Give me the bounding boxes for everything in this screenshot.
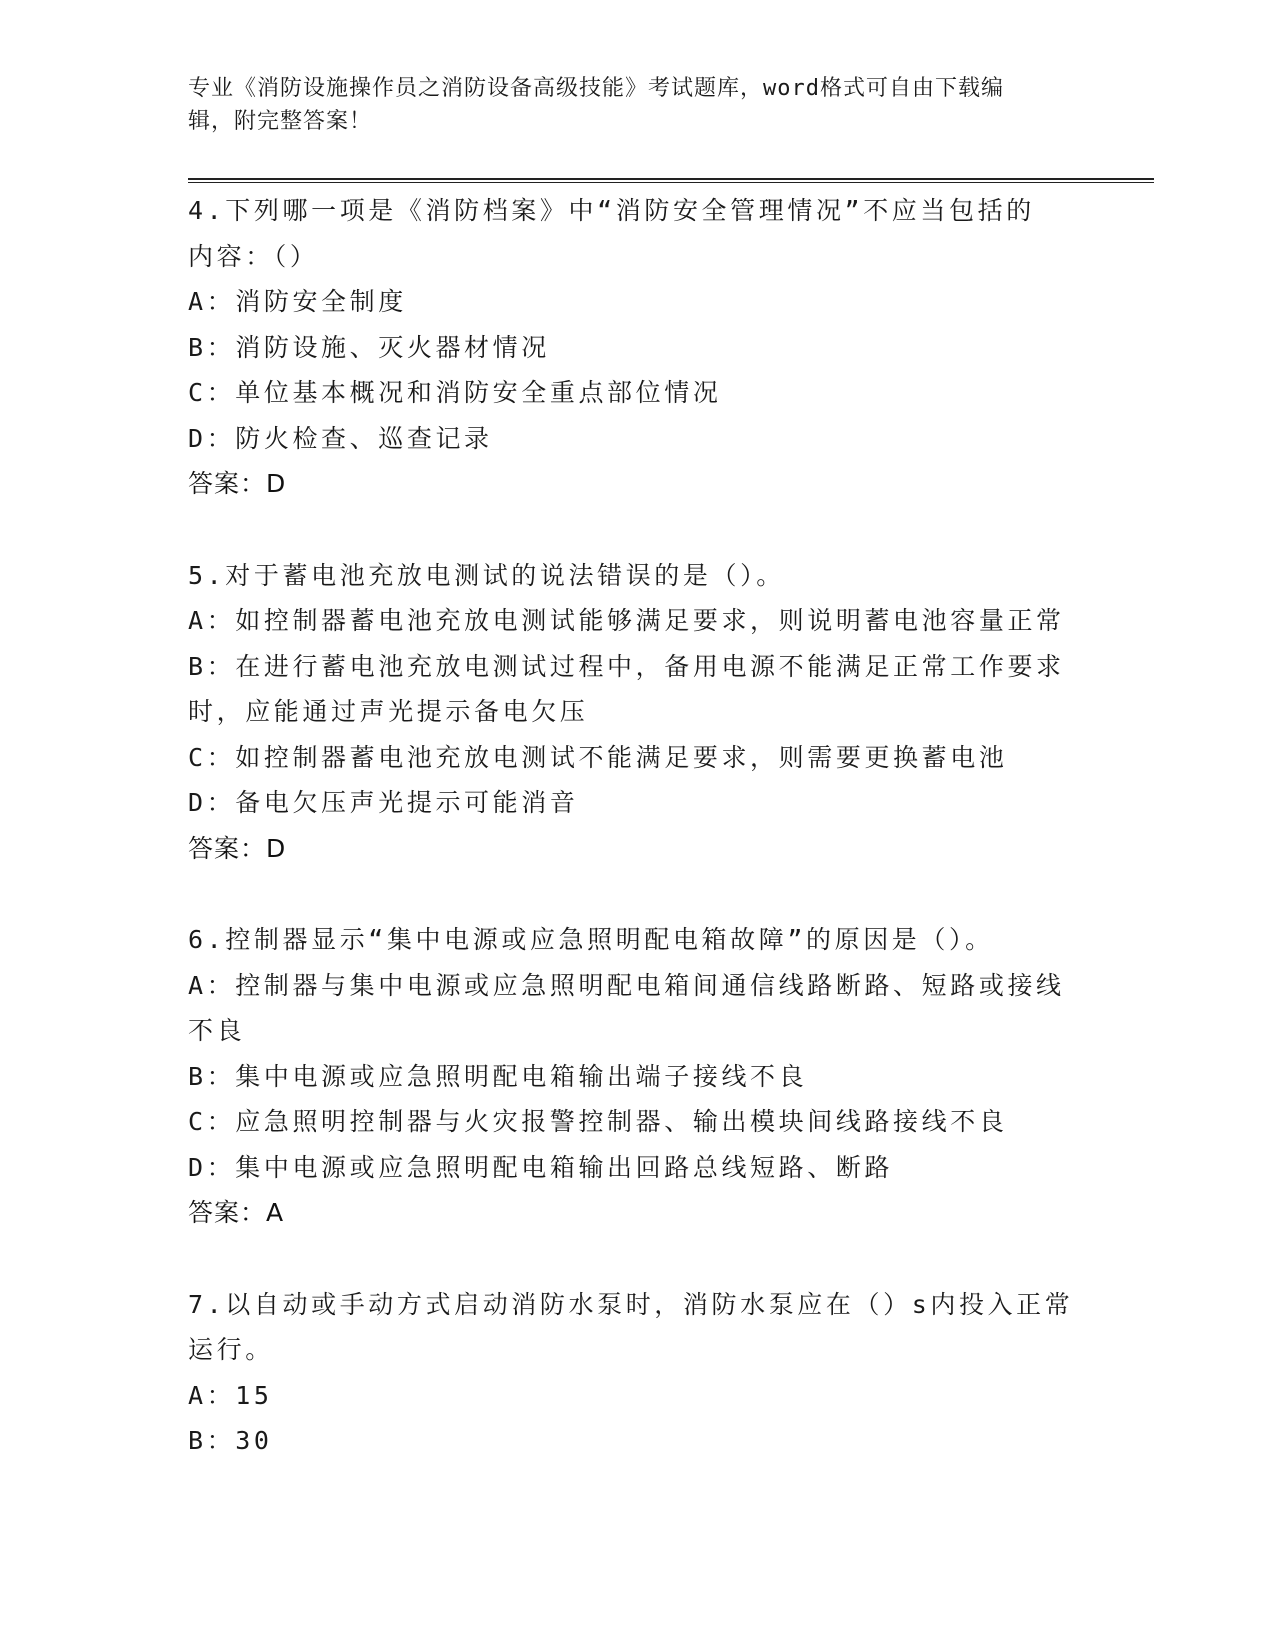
option-line: C：应急照明控制器与火灾报警控制器、输出模块间线路接线不良 [188, 1107, 1008, 1136]
question-stem-line: 5.对于蓄电池充放电测试的说法错误的是（）。 [188, 560, 785, 590]
option-line: B：集中电源或应急照明配电箱输出端子接线不良 [188, 1061, 808, 1091]
option-line: C：单位基本概况和消防安全重点部位情况 [188, 378, 722, 407]
header-line-2: 辑，附完整答案！ [188, 109, 373, 134]
question-stem-line: 7.以自动或手动方式启动消防水泵时，消防水泵应在（）s内投入正常 [188, 1289, 1074, 1319]
answer-line: 答案：D [188, 833, 287, 863]
document-header [188, 72, 1068, 138]
option-line: A：消防安全制度 [188, 287, 407, 316]
question-stem-line: 6.控制器显示“集中电源或应急照明配电箱故障”的原因是（）。 [188, 925, 994, 954]
option-line: D：备电欠压声光提示可能消音 [188, 788, 579, 817]
option-line: A：15 [188, 1380, 273, 1410]
question-stem-line: 运行。 [188, 1335, 274, 1364]
question-list [188, 188, 1088, 1510]
option-line: B：消防设施、灭火器材情况 [188, 332, 550, 362]
header-divider [188, 178, 1154, 183]
option-line: B：在进行蓄电池充放电测试过程中，备用电源不能满足正常工作要求 [188, 651, 1065, 681]
question-block [188, 188, 1088, 507]
question-block [188, 553, 1088, 872]
question-stem-line: 内容：（） [188, 241, 319, 271]
question-block [188, 917, 1088, 1236]
header-line-1: 专业《消防设施操作员之消防设备高级技能》考试题库，word格式可自由下载编 [188, 76, 1004, 101]
option-line: C：如控制器蓄电池充放电测试不能满足要求，则需要更换蓄电池 [188, 742, 1008, 772]
answer-line: 答案：D [188, 469, 287, 498]
answer-line: 答案：A [188, 1198, 285, 1227]
option-line: D：集中电源或应急照明配电箱输出回路总线短路、断路 [188, 1152, 894, 1182]
option-line: 不良 [188, 1016, 246, 1045]
option-line: D：防火检查、巡查记录 [188, 423, 493, 453]
option-line: 时，应能通过声光提示备电欠压 [188, 697, 589, 726]
question-stem-line: 4.下列哪一项是《消防档案》中“消防安全管理情况”不应当包括的 [188, 196, 1035, 225]
option-line: A：如控制器蓄电池充放电测试能够满足要求，则说明蓄电池容量正常 [188, 606, 1065, 635]
option-line: A：控制器与集中电源或应急照明配电箱间通信线路断路、短路或接线 [188, 970, 1065, 1000]
question-block [188, 1282, 1088, 1464]
option-line: B：30 [188, 1426, 273, 1455]
